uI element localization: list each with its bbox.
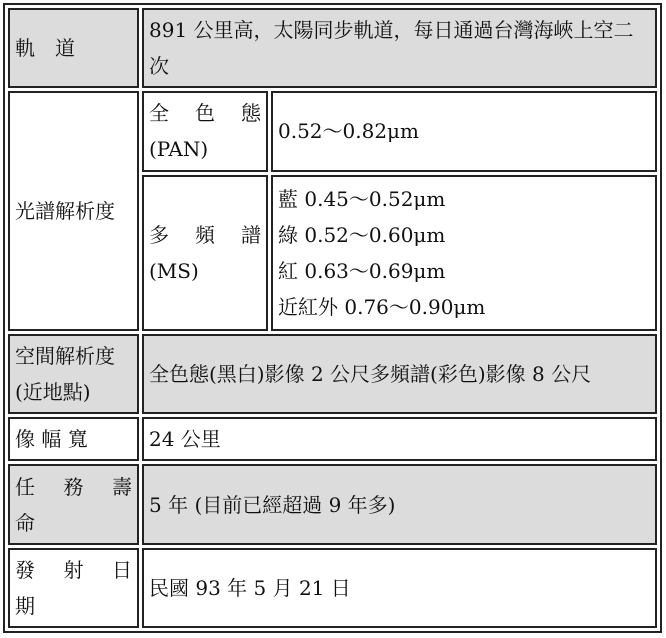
row-spectral-pan bbox=[8, 91, 657, 171]
pan-label-chars: 全 色 態 bbox=[149, 101, 261, 126]
spectral-resolution-label: 光譜解析度 bbox=[8, 91, 139, 331]
swath-label: 像 幅 寬 bbox=[8, 417, 139, 461]
row-swath bbox=[8, 417, 657, 461]
row-lifetime bbox=[8, 464, 657, 544]
spec-table bbox=[3, 3, 662, 633]
row-spatial bbox=[8, 334, 657, 414]
ms-bands bbox=[271, 175, 657, 332]
swath-value: 24 公里 bbox=[142, 417, 657, 461]
ms-label bbox=[142, 175, 268, 332]
spatial-resolution-label: 空間解析度 (近地點) bbox=[8, 334, 139, 414]
spatial-resolution-value: 全色態(黑白)影像 2 公尺多頻譜(彩色)影像 8 公尺 bbox=[142, 334, 657, 414]
ms-label-code: (MS) bbox=[149, 258, 199, 283]
orbit-label: 軌 道 bbox=[8, 8, 139, 88]
band-red: 紅 0.63～0.69μm bbox=[278, 258, 446, 283]
pan-value: 0.52～0.82μm bbox=[271, 91, 657, 171]
row-launch bbox=[8, 548, 657, 628]
band-near-infrared: 近紅外 0.76～0.90μm bbox=[278, 294, 486, 319]
orbit-value: 891 公里高，太陽同步軌道，每日通過台灣海峽上空二次 bbox=[142, 8, 657, 88]
launch-date-label: 發 射 日 期 bbox=[8, 548, 139, 628]
pan-label-code: (PAN) bbox=[149, 137, 209, 162]
launch-date-value: 民國 93 年 5 月 21 日 bbox=[142, 548, 657, 628]
row-orbit bbox=[8, 8, 657, 88]
band-green: 綠 0.52～0.60μm bbox=[278, 222, 446, 247]
mission-lifetime-value: 5 年 (目前已經超過 9 年多) bbox=[142, 464, 657, 544]
pan-label bbox=[142, 91, 268, 171]
band-blue: 藍 0.45～0.52μm bbox=[278, 186, 446, 211]
ms-label-chars: 多 頻 譜 bbox=[149, 222, 261, 247]
mission-lifetime-label: 任 務 壽 命 bbox=[8, 464, 139, 544]
